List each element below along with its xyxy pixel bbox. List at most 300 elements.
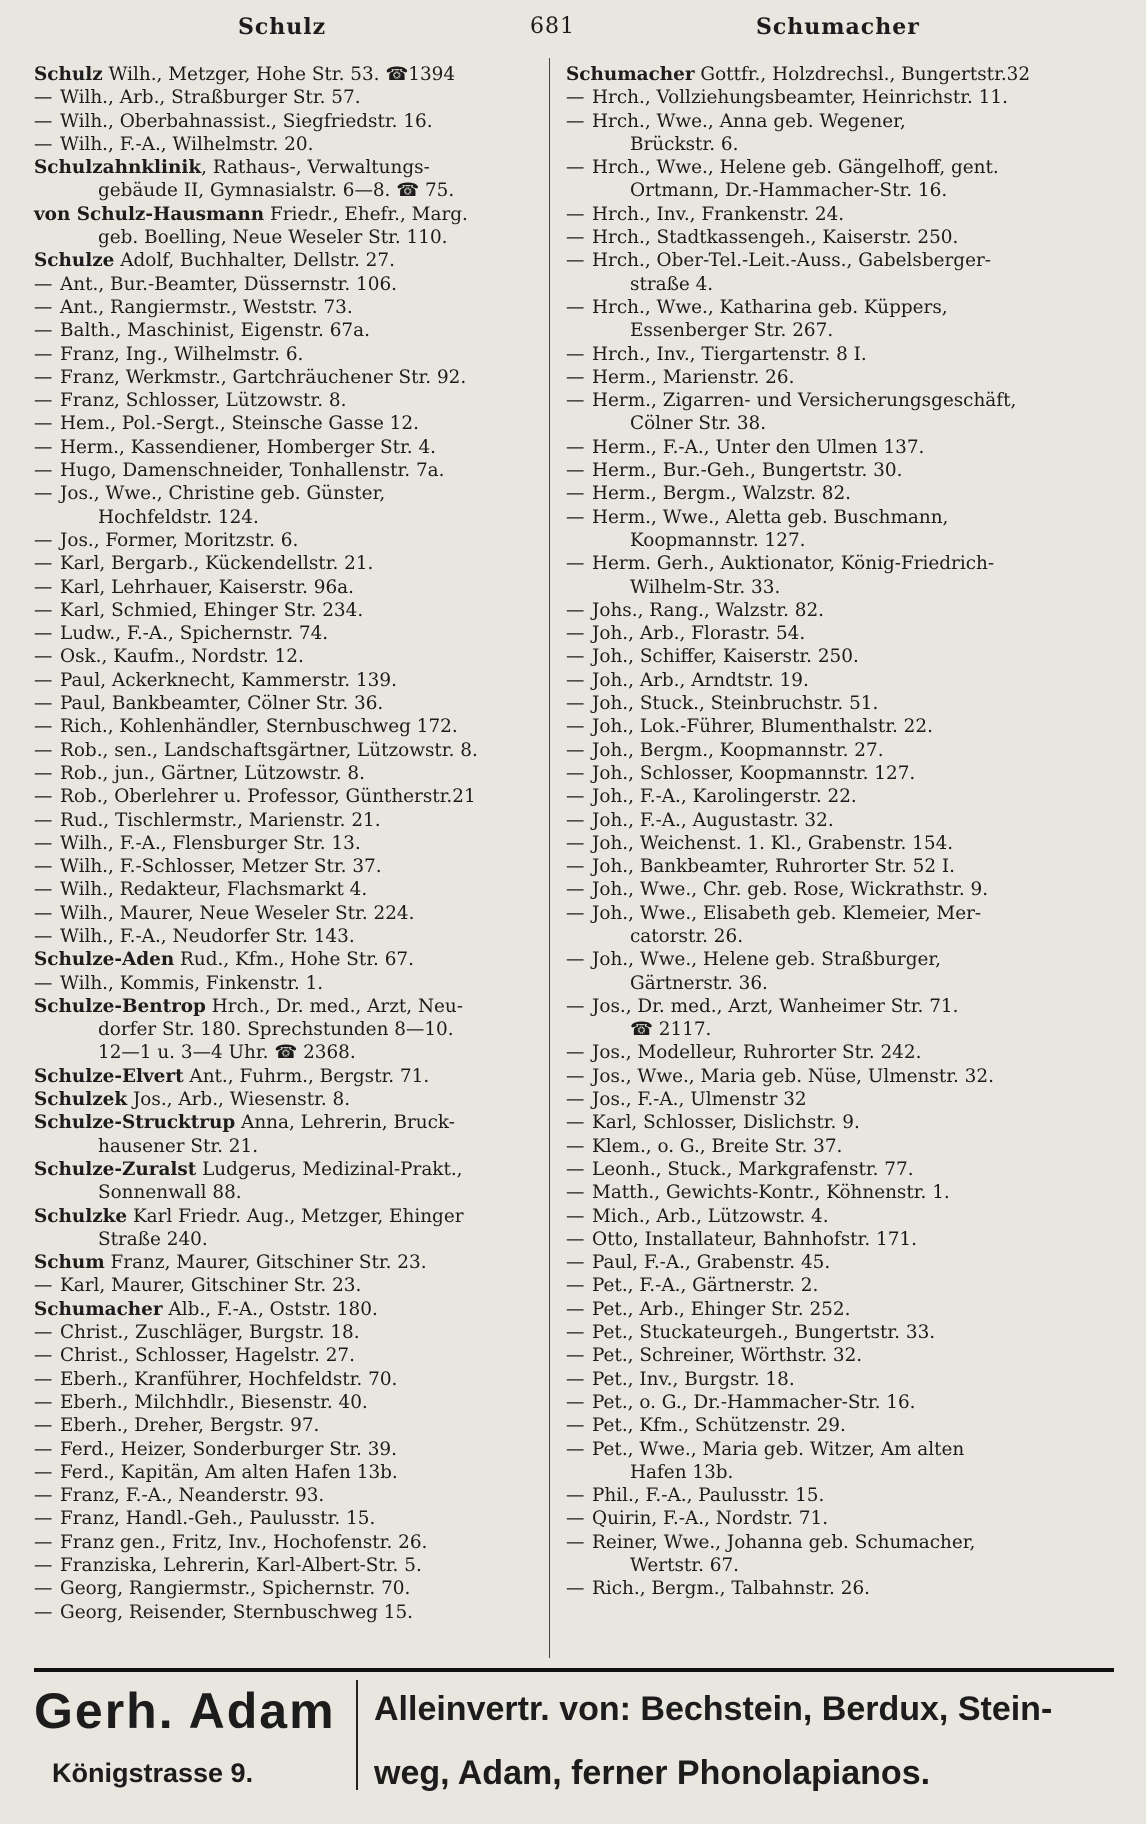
entry-text: Ludgerus, Medizinal-Prakt.,	[196, 1158, 463, 1180]
directory-entry	[566, 156, 1114, 179]
ditto-dash: —	[566, 1438, 585, 1460]
entry-text: Herm., Wwe., Aletta geb. Buschmann,	[592, 506, 949, 528]
directory-entry	[566, 63, 1114, 86]
ditto-dash: —	[34, 1461, 53, 1483]
entry-text: Pet., F.-A., Gärtnerstr. 2.	[592, 1275, 819, 1297]
ditto-dash: —	[566, 203, 585, 225]
directory-entry	[34, 599, 554, 622]
entry-text: Herm., Zigarren- und Versicherungsgeschäft,	[592, 390, 1017, 412]
directory-entry	[566, 436, 1114, 459]
ad-divider	[356, 1680, 358, 1790]
directory-entry	[34, 1438, 554, 1461]
directory-entry	[34, 692, 554, 715]
entry-text: Franz, Handl.-Geh., Paulusstr. 15.	[60, 1508, 376, 1530]
directory-entry	[566, 878, 1114, 901]
directory-entry	[34, 1111, 554, 1134]
directory-entry	[34, 1298, 554, 1321]
ad-address: Königstrasse 9.	[52, 1758, 254, 1788]
ditto-dash: —	[566, 157, 585, 179]
entry-text: Karl, Lehrhauer, Kaiserstr. 96a.	[60, 576, 354, 598]
header-left-keyword: Schulz	[238, 14, 327, 40]
directory-entry	[566, 1461, 1114, 1484]
directory-entry	[34, 179, 554, 202]
directory-entry	[34, 1321, 554, 1344]
ditto-dash: —	[34, 762, 53, 784]
directory-entry	[566, 1368, 1114, 1391]
ditto-dash: —	[34, 390, 53, 412]
entry-text: Joh., Bankbeamter, Ruhrorter Str. 52 I.	[592, 856, 955, 878]
ditto-dash: —	[34, 273, 53, 295]
entry-text: Wilh., F.-A., Flensburger Str. 13.	[60, 832, 361, 854]
directory-entry	[566, 715, 1114, 738]
entry-text: Jos., Arb., Wiesenstr. 8.	[127, 1089, 351, 1111]
directory-entry	[34, 1041, 554, 1064]
ditto-dash: —	[566, 1182, 585, 1204]
entry-text: Karl, Bergarb., Kückendellstr. 21.	[60, 553, 374, 575]
directory-entry	[566, 692, 1114, 715]
directory-entry	[566, 809, 1114, 832]
entry-text: Hugo, Damenschneider, Tonhallenstr. 7a.	[60, 460, 445, 482]
entry-text: Hrch., Stadtkassengeh., Kaiserstr. 250.	[592, 227, 959, 249]
directory-entry	[34, 552, 554, 575]
ditto-dash: —	[566, 1135, 585, 1157]
entry-text: Pet., Arb., Ehinger Str. 252.	[592, 1298, 851, 1320]
entry-text: Hrch., Vollziehungsbeamter, Heinrichstr. 11.	[592, 87, 1008, 109]
directory-entry	[34, 343, 554, 366]
entry-text: Alb., F.-A., Oststr. 180.	[162, 1298, 378, 1320]
ad-rule	[34, 1668, 1114, 1672]
directory-entry	[566, 645, 1114, 668]
directory-entry	[34, 110, 554, 133]
entry-text: Straße 240.	[98, 1228, 208, 1250]
entry-text: Herm. Gerh., Auktionator, König-Friedrich-	[592, 553, 995, 575]
directory-entry	[566, 296, 1114, 319]
left-column	[34, 63, 554, 1624]
entry-text: Joh., Weichenst. 1. Kl., Grabenstr. 154.	[592, 832, 954, 854]
surname-heading: Schulzahnklinik	[34, 157, 202, 179]
entry-text: Hochfeldstr. 124.	[98, 506, 259, 528]
ditto-dash: —	[34, 1415, 53, 1437]
ditto-dash: —	[34, 1275, 53, 1297]
directory-entry	[34, 832, 554, 855]
entry-text: Cölner Str. 38.	[630, 413, 767, 435]
ditto-dash: —	[34, 1508, 53, 1530]
directory-entry	[566, 1018, 1114, 1041]
surname-heading: Schulze-Aden	[34, 949, 175, 971]
surname-heading: Schulze-Strucktrup	[34, 1112, 236, 1134]
directory-entry	[566, 1135, 1114, 1158]
entry-text: Christ., Zuschläger, Burgstr. 18.	[60, 1322, 360, 1344]
entry-text: Joh., F.-A., Karolingerstr. 22.	[592, 786, 857, 808]
entry-text: Johs., Rang., Walzstr. 82.	[592, 599, 825, 621]
entry-text: Wilh., Redakteur, Flachsmarkt 4.	[60, 879, 368, 901]
ditto-dash: —	[34, 460, 53, 482]
entry-text: Herm., Kassendiener, Homberger Str. 4.	[60, 436, 437, 458]
entry-text: Herm., F.-A., Unter den Ulmen 137.	[592, 436, 925, 458]
directory-entry	[566, 203, 1114, 226]
entry-text: Christ., Schlosser, Hagelstr. 27.	[60, 1345, 355, 1367]
entry-text: Phil., F.-A., Paulusstr. 15.	[592, 1485, 825, 1507]
ditto-dash: —	[566, 902, 585, 924]
directory-entry	[34, 1274, 554, 1297]
ditto-dash: —	[566, 716, 585, 738]
entry-text: Koopmannstr. 127.	[630, 529, 806, 551]
entry-text: Jos., Modelleur, Ruhrorter Str. 242.	[592, 1042, 922, 1064]
directory-entry	[34, 809, 554, 832]
ditto-dash: —	[566, 879, 585, 901]
directory-entry	[34, 902, 554, 925]
ditto-dash: —	[566, 1065, 585, 1087]
entry-text: dorfer Str. 180. Sprechstunden 8—10.	[98, 1019, 454, 1041]
entry-text: Wilh., Arb., Straßburger Str. 57.	[60, 87, 361, 109]
directory-entry	[34, 412, 554, 435]
directory-entry	[34, 855, 554, 878]
ditto-dash: —	[566, 1228, 585, 1250]
ditto-dash: —	[566, 227, 585, 249]
entry-text: Herm., Bur.-Geh., Bungertstr. 30.	[592, 460, 903, 482]
directory-entry	[34, 226, 554, 249]
directory-entry	[566, 622, 1114, 645]
ditto-dash: —	[34, 925, 53, 947]
entry-text: Jos., Wwe., Maria geb. Nüse, Ulmenstr. 32.	[592, 1065, 994, 1087]
ditto-dash: —	[566, 87, 585, 109]
ditto-dash: —	[34, 366, 53, 388]
entry-text: Rob., jun., Gärtner, Lützowstr. 8.	[60, 762, 365, 784]
entry-text: Joh., Stuck., Steinbruchstr. 51.	[592, 693, 879, 715]
entry-text: Rich., Bergm., Talbahnstr. 26.	[592, 1578, 870, 1600]
directory-entry	[566, 249, 1114, 272]
directory-entry	[34, 1601, 554, 1624]
entry-text: Jos., Former, Moritzstr. 6.	[60, 529, 299, 551]
entry-text: Hrch., Inv., Frankenstr. 24.	[592, 203, 845, 225]
ditto-dash: —	[34, 133, 53, 155]
entry-text: , Rathaus-, Verwaltungs-	[201, 157, 430, 179]
entry-text: Osk., Kaufm., Nordstr. 12.	[60, 646, 304, 668]
directory-entry	[566, 785, 1114, 808]
ditto-dash: —	[34, 1368, 53, 1390]
ditto-dash: —	[566, 1112, 585, 1134]
ditto-dash: —	[566, 599, 585, 621]
entry-text: Adolf, Buchhalter, Dellstr. 27.	[114, 250, 395, 272]
directory-entry	[566, 925, 1114, 948]
entry-text: Franz, Ing., Wilhelmstr. 6.	[60, 343, 304, 365]
entry-text: Joh., Arb., Arndtstr. 19.	[592, 669, 809, 691]
ditto-dash: —	[566, 1322, 585, 1344]
ditto-dash: —	[34, 669, 53, 691]
surname-heading: Schulze-Bentrop	[34, 995, 206, 1017]
entry-text: Hrch., Dr. med., Arzt, Neu-	[205, 995, 463, 1017]
ditto-dash: —	[34, 599, 53, 621]
entry-text: catorstr. 26.	[630, 925, 744, 947]
ad-text-line-1: Alleinvertr. von: Bechstein, Berdux, Stein-	[374, 1690, 1053, 1728]
ditto-dash: —	[566, 506, 585, 528]
ditto-dash: —	[34, 436, 53, 458]
entry-text: Friedr., Ehefr., Marg.	[264, 203, 468, 225]
entry-text: Joh., F.-A., Augustastr. 32.	[592, 809, 834, 831]
entry-text: Joh., Schlosser, Koopmannstr. 127.	[592, 762, 916, 784]
ditto-dash: —	[34, 809, 53, 831]
entry-text: Rich., Kohlenhändler, Sternbuschweg 172.	[60, 716, 458, 738]
directory-entry	[566, 1531, 1114, 1554]
entry-text: Ludw., F.-A., Spichernstr. 74.	[60, 623, 329, 645]
entry-text: Jos., Wwe., Christine geb. Günster,	[60, 483, 386, 505]
directory-entry	[566, 482, 1114, 505]
ditto-dash: —	[566, 390, 585, 412]
directory-entry	[34, 762, 554, 785]
directory-entry	[566, 1274, 1114, 1297]
ditto-dash: —	[34, 1485, 53, 1507]
entry-text: Klem., o. G., Breite Str. 37.	[592, 1135, 843, 1157]
ditto-dash: —	[34, 1555, 53, 1576]
entry-text: Wilh., Kommis, Finkenstr. 1.	[60, 972, 324, 994]
directory-entry	[566, 855, 1114, 878]
entry-text: Herm., Bergm., Walzstr. 82.	[592, 483, 852, 505]
entry-text: Eberh., Dreher, Bergstr. 97.	[60, 1415, 320, 1437]
ditto-dash: —	[566, 553, 585, 575]
entry-text: Franz, Werkmstr., Gartchräuchener Str. 92.	[60, 366, 467, 388]
ditto-dash: —	[566, 623, 585, 645]
directory-entry	[34, 366, 554, 389]
directory-entry	[34, 1414, 554, 1437]
directory-entry	[34, 1251, 554, 1274]
entry-text: ☎ 2117.	[630, 1019, 712, 1041]
directory-entry	[34, 506, 554, 529]
directory-entry	[566, 972, 1114, 995]
ditto-dash: —	[566, 1275, 585, 1297]
directory-entry	[566, 1391, 1114, 1414]
directory-entry	[34, 576, 554, 599]
ditto-dash: —	[566, 949, 585, 971]
header-right-keyword: Schumacher	[756, 14, 920, 40]
surname-heading: Schulzke	[34, 1205, 128, 1227]
directory-entry	[34, 622, 554, 645]
entry-text: Wilh., F.-A., Wilhelmstr. 20.	[60, 133, 314, 155]
entry-text: Hafen 13b.	[630, 1461, 734, 1483]
directory-entry	[566, 179, 1114, 202]
directory-entry	[566, 319, 1114, 342]
directory-entry	[566, 412, 1114, 435]
surname-heading: Schulze-Zuralst	[34, 1158, 197, 1180]
directory-entry	[34, 1228, 554, 1251]
entry-text: Jos., Dr. med., Arzt, Wanheimer Str. 71.	[592, 995, 959, 1017]
ditto-dash: —	[34, 320, 53, 342]
ditto-dash: —	[566, 436, 585, 458]
entry-text: Otto, Installateur, Bahnhofstr. 171.	[592, 1228, 917, 1250]
ditto-dash: —	[566, 1508, 585, 1530]
surname-heading: Schulzek	[34, 1089, 128, 1111]
directory-entry	[566, 1251, 1114, 1274]
directory-entry	[34, 482, 554, 505]
directory-entry	[34, 1391, 554, 1414]
directory-entry	[566, 1205, 1114, 1228]
directory-entry	[566, 366, 1114, 389]
directory-entry	[34, 319, 554, 342]
surname-heading: Schulz	[34, 64, 103, 85]
entry-text: Franz gen., Fritz, Inv., Hochofenstr. 26.	[60, 1531, 428, 1553]
directory-entry	[34, 878, 554, 901]
surname-heading: Schulze	[34, 250, 115, 272]
directory-entry	[566, 273, 1114, 296]
directory-entry	[34, 529, 554, 552]
entry-text: Pet., Wwe., Maria geb. Witzer, Am alten	[592, 1438, 965, 1460]
directory-entry	[34, 1554, 554, 1577]
ditto-dash: —	[34, 1531, 53, 1553]
ditto-dash: —	[34, 972, 53, 994]
entry-text: Quirin, F.-A., Nordstr. 71.	[592, 1508, 829, 1530]
directory-entry	[566, 552, 1114, 575]
directory-entry	[566, 1321, 1114, 1344]
ditto-dash: —	[566, 1205, 585, 1227]
entry-text: Ant., Bur.-Beamter, Düssernstr. 106.	[60, 273, 397, 295]
ditto-dash: —	[34, 1601, 53, 1623]
directory-entry	[566, 1111, 1114, 1134]
ditto-dash: —	[566, 693, 585, 715]
entry-text: Ant., Fuhrm., Bergstr. 71.	[183, 1065, 430, 1087]
ditto-dash: —	[566, 1391, 585, 1413]
entry-text: Reiner, Wwe., Johanna geb. Schumacher,	[592, 1531, 976, 1553]
ditto-dash: —	[566, 739, 585, 761]
ditto-dash: —	[34, 879, 53, 901]
surname-heading: Schumacher	[34, 1298, 163, 1320]
directory-entry	[566, 669, 1114, 692]
directory-entry	[566, 1484, 1114, 1507]
entry-text: Wilh., Oberbahnassist., Siegfriedstr. 16.	[60, 110, 433, 132]
ditto-dash: —	[34, 856, 53, 878]
entry-text: Franziska, Lehrerin, Karl-Albert-Str. 5.	[60, 1555, 422, 1576]
directory-entry	[566, 226, 1114, 249]
directory-entry	[34, 273, 554, 296]
directory-entry	[34, 739, 554, 762]
ditto-dash: —	[34, 693, 53, 715]
ditto-dash: —	[566, 1485, 585, 1507]
directory-entry	[34, 1577, 554, 1600]
ditto-dash: —	[566, 832, 585, 854]
directory-entry	[34, 1531, 554, 1554]
surname-heading: Schulze-Elvert	[34, 1065, 184, 1087]
entry-text: Pet., Kfm., Schützenstr. 29.	[592, 1415, 846, 1437]
directory-entry	[34, 645, 554, 668]
directory-entry	[34, 63, 554, 86]
entry-text: Gärtnerstr. 36.	[630, 972, 768, 994]
entry-text: Wilh., F.-Schlosser, Metzer Str. 37.	[60, 856, 382, 878]
entry-text: Sonnenwall 88.	[98, 1182, 242, 1204]
surname-heading: von Schulz-Hausmann	[34, 203, 265, 225]
ditto-dash: —	[566, 1089, 585, 1111]
ditto-dash: —	[34, 1438, 53, 1460]
directory-entry	[34, 1484, 554, 1507]
directory-entry	[566, 343, 1114, 366]
ditto-dash: —	[34, 623, 53, 645]
entry-text: Joh., Lok.-Führer, Blumenthalstr. 22.	[592, 716, 933, 738]
ditto-dash: —	[34, 110, 53, 132]
ditto-dash: —	[34, 1322, 53, 1344]
entry-text: Ant., Rangiermstr., Weststr. 73.	[60, 296, 353, 318]
entry-text: Hem., Pol.-Sergt., Steinsche Gasse 12.	[60, 413, 419, 435]
directory-entry	[566, 1088, 1114, 1111]
entry-text: Joh., Wwe., Chr. geb. Rose, Wickrathstr. 9.	[592, 879, 989, 901]
directory-entry	[34, 1461, 554, 1484]
directory-entry	[34, 203, 554, 226]
directory-entry	[566, 1041, 1114, 1064]
directory-entry	[566, 1228, 1114, 1251]
entry-text: Rud., Kfm., Hohe Str. 67.	[174, 949, 414, 971]
entry-text: gebäude II, Gymnasialstr. 6—8. ☎ 75.	[98, 180, 455, 202]
directory-entry	[34, 948, 554, 971]
directory-entry	[566, 1298, 1114, 1321]
directory-entry	[566, 133, 1114, 156]
directory-entry	[34, 1018, 554, 1041]
directory-entry	[34, 133, 554, 156]
entry-text: Karl Friedr. Aug., Metzger, Ehinger	[127, 1205, 464, 1227]
ditto-dash: —	[566, 1368, 585, 1390]
entry-text: Hrch., Wwe., Katharina geb. Küppers,	[592, 296, 948, 318]
entry-text: Gottfr., Holzdrechsl., Bungertstr.32	[694, 64, 1031, 85]
entry-text: Pet., o. G., Dr.-Hammacher-Str. 16.	[592, 1391, 916, 1413]
directory-entry	[34, 1507, 554, 1530]
entry-text: 12—1 u. 3—4 Uhr. ☎ 2368.	[98, 1042, 356, 1064]
ditto-dash: —	[566, 296, 585, 318]
entry-text: Karl, Schmied, Ehinger Str. 234.	[60, 599, 364, 621]
directory-entry	[566, 948, 1114, 971]
directory-entry	[566, 86, 1114, 109]
entry-text: Karl, Maurer, Gitschiner Str. 23.	[60, 1275, 362, 1297]
ditto-dash: —	[34, 646, 53, 668]
ditto-dash: —	[34, 296, 53, 318]
ditto-dash: —	[34, 832, 53, 854]
directory-entry	[34, 1344, 554, 1367]
entry-text: Joh., Wwe., Helene geb. Straßburger,	[592, 949, 941, 971]
entry-text: Anna, Lehrerin, Bruck-	[235, 1112, 455, 1134]
entry-text: Ortmann, Dr.-Hammacher-Str. 16.	[630, 180, 948, 202]
entry-text: Leonh., Stuck., Markgrafenstr. 77.	[592, 1158, 914, 1180]
ditto-dash: —	[566, 1252, 585, 1274]
directory-entry	[566, 739, 1114, 762]
directory-entry	[34, 669, 554, 692]
entry-text: Herm., Marienstr. 26.	[592, 366, 795, 388]
directory-entry	[566, 902, 1114, 925]
directory-entry	[34, 1088, 554, 1111]
page-number: 681	[530, 14, 575, 39]
directory-entry	[566, 576, 1114, 599]
right-column	[566, 63, 1114, 1601]
entry-text: geb. Boelling, Neue Weseler Str. 110.	[98, 227, 448, 249]
directory-entry	[34, 1135, 554, 1158]
entry-text: hausener Str. 21.	[98, 1135, 259, 1157]
entry-text: Wilh., Maurer, Neue Weseler Str. 224.	[60, 902, 415, 924]
directory-entry	[566, 1344, 1114, 1367]
ditto-dash: —	[34, 1578, 53, 1600]
ditto-dash: —	[34, 343, 53, 365]
ditto-dash: —	[34, 786, 53, 808]
directory-entry	[566, 762, 1114, 785]
ditto-dash: —	[566, 669, 585, 691]
entry-text: Pet., Schreiner, Wörthstr. 32.	[592, 1345, 863, 1367]
directory-entry	[34, 436, 554, 459]
entry-text: Hrch., Inv., Tiergartenstr. 8 I.	[592, 343, 867, 365]
ditto-dash: —	[566, 460, 585, 482]
directory-entry	[566, 995, 1114, 1018]
directory-entry	[566, 832, 1114, 855]
ditto-dash: —	[566, 1578, 585, 1600]
ditto-dash: —	[566, 1415, 585, 1437]
ditto-dash: —	[566, 366, 585, 388]
entry-text: Wilh., Metzger, Hohe Str. 53. ☎1394	[102, 64, 456, 85]
surname-heading: Schum	[34, 1252, 105, 1274]
directory-entry	[566, 389, 1114, 412]
entry-text: Joh., Arb., Florastr. 54.	[592, 623, 806, 645]
ad-text-line-2: weg, Adam, ferner Phonolapianos.	[374, 1754, 931, 1792]
entry-text: Brückstr. 6.	[630, 133, 739, 155]
